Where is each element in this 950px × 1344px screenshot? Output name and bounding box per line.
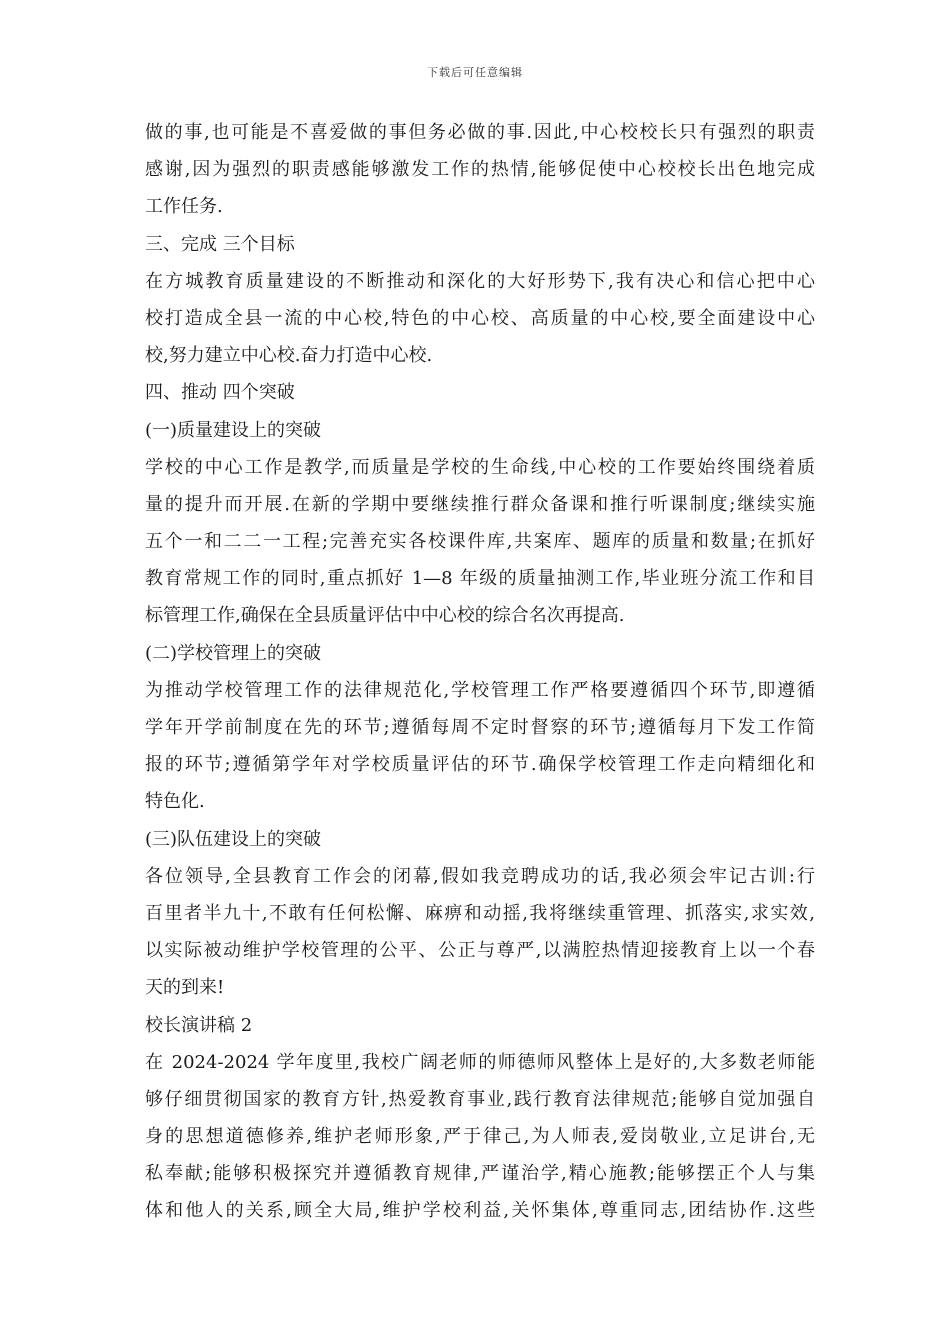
text-line: 报的环节;遵循第学年对学校质量评估的环节.确保学校管理工作走向精细化和 — [145, 754, 815, 776]
document-body — [145, 114, 815, 1230]
text-line: 三、完成 三个目标 — [145, 233, 295, 255]
text-line: 为推动学校管理工作的法律规范化,学校管理工作严格要遵循四个环节,即遵循 — [145, 679, 815, 701]
text-line: 四、推动 四个突破 — [145, 382, 295, 404]
text-line: (二)学校管理上的突破 — [145, 642, 322, 664]
text-line: 标管理工作,确保在全县质量评估中中心校的综合名次再提高. — [145, 605, 625, 627]
text-line: 私奉献;能够积极探究并遵循教育规律,严谨治学,精心施教;能够摆正个人与集 — [145, 1163, 815, 1185]
text-line: 量的提升而开展.在新的学期中要继续推行群众备课和推行听课制度;继续实施 — [145, 493, 815, 515]
text-line: (三)队伍建设上的突破 — [145, 828, 322, 850]
text-line: (一)质量建设上的突破 — [145, 419, 322, 441]
text-line: 身的思想道德修养,维护老师形象,严于律己,为人师表,爱岗敬业,立足讲台,无 — [145, 1126, 815, 1148]
text-line: 天的到来! — [145, 977, 225, 999]
text-line: 工作任务. — [145, 196, 223, 218]
text-line: 学年开学前制度在先的环节;遵循每周不定时督察的环节;遵循每月下发工作简 — [145, 717, 815, 738]
text-line: 校,努力建立中心校.奋力打造中心校. — [145, 345, 433, 367]
page-header: 下载后可任意编辑 — [427, 66, 523, 79]
text-line: 各位领导,全县教育工作会的闭幕,假如我竞聘成功的话,我必须会牢记古训:行 — [145, 865, 815, 887]
text-line: 够仔细贯彻国家的教育方针,热爱教育事业,践行教育法律规范;能够自觉加强自 — [145, 1088, 815, 1110]
text-line: 校长演讲稿 2 — [145, 1014, 253, 1036]
text-line: 教育常规工作的同时,重点抓好 1—8 年级的质量抽测工作,毕业班分流工作和目 — [145, 568, 815, 590]
text-line: 体和他人的关系,顾全大局,维护学校利益,关怀集体,尊重同志,团结协作.这些 — [145, 1200, 815, 1222]
text-line: 特色化. — [145, 791, 205, 813]
text-line: 学校的中心工作是教学,而质量是学校的生命线,中心校的工作要始终围绕着质 — [145, 456, 815, 478]
text-line: 百里者半九十,不敢有任何松懈、麻痹和动摇,我将继续重管理、抓落实,求实效, — [145, 902, 815, 924]
text-line: 在 2024-2024 学年度里,我校广阔老师的师德师风整体上是好的,大多数老师能 — [145, 1051, 815, 1073]
text-line: 感谢,因为强烈的职责感能够激发工作的热情,能够促使中心校校长出色地完成 — [145, 159, 815, 181]
text-line: 校打造成全县一流的中心校,特色的中心校、高质量的中心校,要全面建设中心 — [145, 307, 815, 329]
text-line: 五个一和二二一工程;完善充实各校课件库,共案库、题库的质量和数量;在抓好 — [145, 531, 815, 553]
text-line: 以实际被动维护学校管理的公平、公正与尊严,以满腔热情迎接教育上以一个春 — [145, 940, 815, 962]
text-line: 在方城教育质量建设的不断推动和深化的大好形势下,我有决心和信心把中心 — [145, 270, 815, 292]
text-line: 做的事,也可能是不喜爱做的事但务必做的事.因此,中心校校长只有强烈的职责 — [145, 122, 815, 143]
